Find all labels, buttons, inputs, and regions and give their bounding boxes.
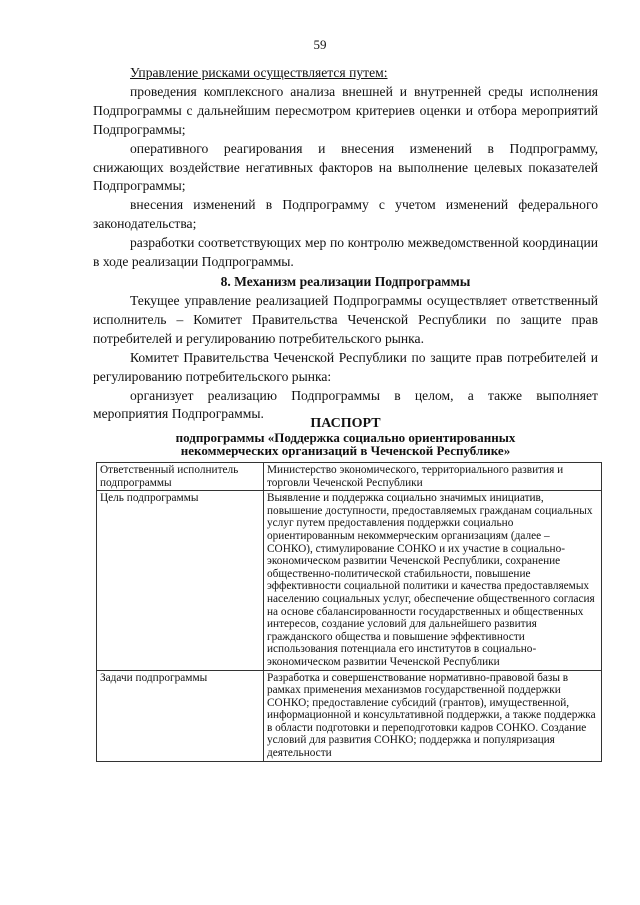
risk-heading: Управление рисками осуществляется путем:	[130, 65, 388, 80]
row-label: Задачи подпрограммы	[97, 670, 264, 761]
table-row	[97, 670, 602, 761]
table-row	[97, 491, 602, 670]
risk-item: разработки соответствующих мер по контролю межведомственной координации в ходе реализации Подпрограммы.	[93, 235, 598, 270]
passport-heading	[93, 417, 598, 457]
section-8-paragraph: организует реализацию Подпрограммы в целом, а также выполняет мероприятия Подпрограммы.	[93, 387, 598, 422]
passport-subtitle-line2: некоммерческих организаций в Чеченской Республике»	[180, 443, 511, 458]
risk-item: внесения изменений в Подпрограмму с учетом изменений федерального законодательства;	[93, 197, 598, 232]
section-8-title: 8. Механизм реализации Подпрограммы	[220, 273, 471, 289]
section-8-paragraph: Текущее управление реализацией Подпрограммы осуществляет ответственный исполнитель – Комитет Правительства Чеченской Республики по защите прав потребителей и регулированию потребительского рынка.	[93, 292, 598, 346]
passport-table	[96, 462, 602, 762]
row-value: Разработка и совершенствование нормативно-правовой базы в рамках применения механизмов государственной поддержки СОНКО; предоставление субсидий (грантов), имущественной, информационной и консультативной поддержки, а также поддержка в области подготовки и переподготовки кадров СОНКО. Создание условий для развития СОНКО; поддержка и популяризация деятельности	[264, 670, 602, 761]
passport-title: ПАСПОРТ	[310, 416, 381, 431]
section-8-paragraph: Комитет Правительства Чеченской Республики по защите прав потребителей и регулированию потребительского рынка:	[93, 349, 598, 384]
passport-subtitle-line1: подпрограммы «Поддержка социально ориентированных	[175, 430, 516, 445]
table-row	[97, 463, 602, 491]
row-value: Выявление и поддержка социально значимых инициатив, повышение доступности, предоставляемых гражданам социальных услуг путем предоставления поддержки социально ориентированным некоммерческим организациям (далее – СОНКО), стимулирование СОНКО и их участие в социально-экономическом развитии Чеченской Республики, сохранение общественно-политической стабильности, повышение эффективности социальной политики и качества предоставляемых населению социальных услуг, обеспечение общественного согласия на основе сбалансированности государственных и общественных интересов, создание условий для дальнейшего развития гражданского общества и повышение эффективности использования потенциала его институтов в социально-экономическом развитии Чеченской Республики	[264, 491, 602, 670]
page-body	[93, 64, 598, 424]
row-value: Министерство экономического, территориального развития и торговли Чеченской Республики	[264, 463, 602, 491]
page-number: 59	[313, 37, 327, 52]
risk-item: оперативного реагирования и внесения изменений в Подпрограмму, снижающих воздействие негативных факторов на выполнение целевых показателей Подпрограммы;	[93, 140, 598, 194]
row-label: Цель подпрограммы	[97, 491, 264, 670]
risk-item: проведения комплексного анализа внешней и внутренней среды исполнения Подпрограммы с дальнейшим пересмотром критериев оценки и отбора мероприятий Подпрограммы;	[93, 83, 598, 137]
row-label: Ответственный исполнитель подпрограммы	[97, 463, 264, 491]
